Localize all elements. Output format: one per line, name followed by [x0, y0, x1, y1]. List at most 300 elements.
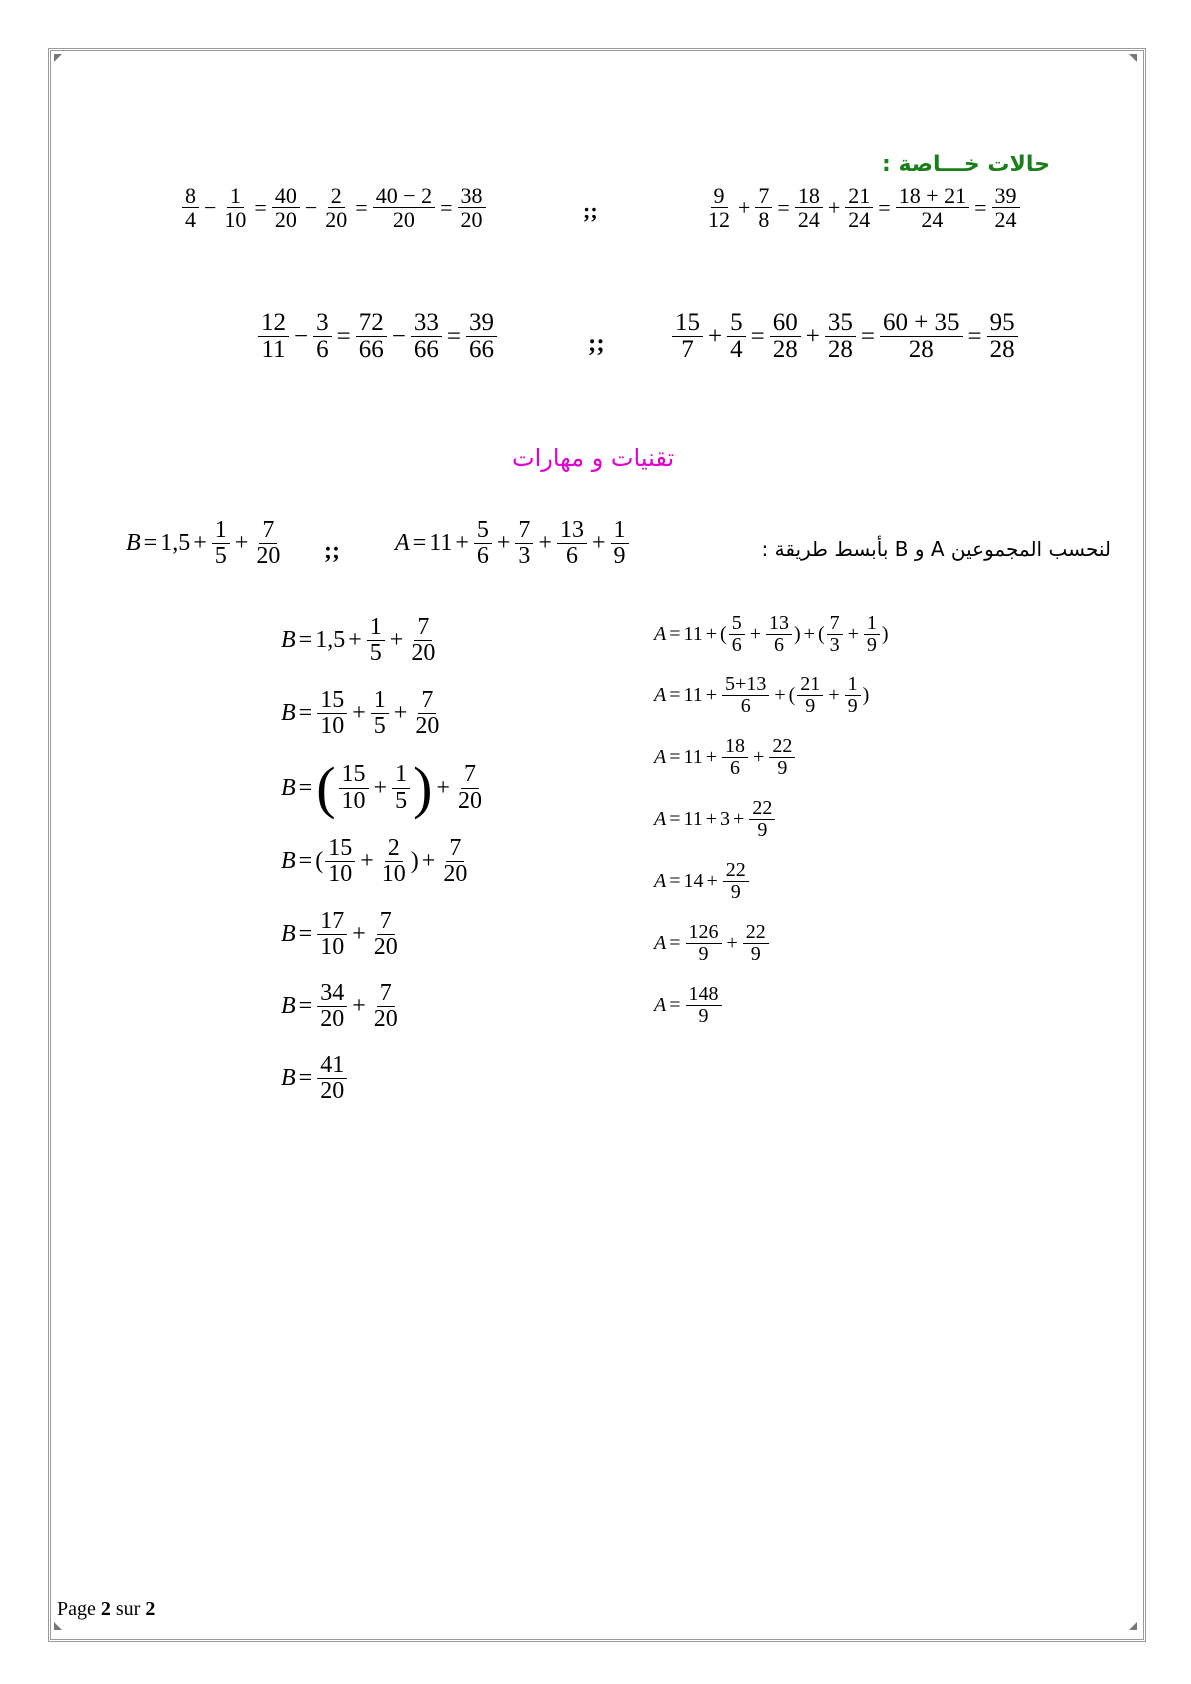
- denominator: 5: [373, 713, 386, 740]
- numerator: 60 + 35: [880, 310, 963, 337]
- denominator: 5: [395, 787, 408, 814]
- operator: +: [749, 623, 761, 645]
- operator: =: [298, 1065, 313, 1092]
- numerator: 18: [795, 184, 823, 208]
- numerator: 72: [356, 310, 387, 337]
- operator: +: [705, 684, 718, 706]
- denominator: 28: [827, 336, 853, 364]
- denominator: 20: [411, 640, 436, 667]
- operator: +: [193, 530, 207, 557]
- denominator: 4: [185, 207, 196, 233]
- denominator: 28: [989, 336, 1015, 364]
- fraction: [322, 184, 350, 231]
- denominator: 10: [224, 207, 247, 233]
- numerator: 12: [258, 310, 289, 337]
- fraction: [411, 310, 442, 364]
- numerator: 2: [328, 184, 345, 208]
- fraction: [253, 518, 283, 569]
- operator: =: [440, 194, 453, 220]
- denominator: 10: [381, 861, 406, 888]
- operator: +: [538, 530, 552, 557]
- fraction: [356, 310, 387, 364]
- numerator: 7: [827, 613, 843, 635]
- denominator: 20: [325, 207, 348, 233]
- denominator: 7: [681, 336, 694, 364]
- numerator: 17: [317, 909, 347, 935]
- numerator: 34: [317, 981, 347, 1007]
- operator: +: [352, 921, 366, 948]
- denominator: 9: [750, 943, 761, 965]
- fraction: [845, 184, 873, 231]
- operator: +: [828, 684, 840, 706]
- corner-ornament: [54, 1622, 62, 1630]
- fraction: [987, 310, 1018, 364]
- fraction: [455, 762, 485, 813]
- fraction: [686, 984, 722, 1027]
- equation-row: [281, 688, 444, 739]
- numerator: 15: [317, 688, 347, 714]
- numerator: 95: [987, 310, 1018, 337]
- page-footer: [57, 1598, 155, 1621]
- operator: =: [298, 848, 313, 875]
- fraction: [755, 184, 772, 231]
- big-parenthesis: ): [413, 755, 433, 820]
- operator: +: [774, 684, 786, 706]
- denominator: 6: [476, 543, 489, 570]
- variable: B: [281, 993, 296, 1020]
- fraction: [611, 518, 629, 569]
- numerator: 13: [766, 613, 792, 635]
- fraction: [723, 860, 749, 903]
- equation-row: [654, 984, 724, 1027]
- operator: =: [143, 530, 158, 557]
- variable: B: [281, 700, 296, 727]
- operator: =: [412, 530, 427, 557]
- operator: =: [298, 993, 313, 1020]
- denominator: 10: [320, 713, 345, 740]
- denominator: 10: [328, 861, 353, 888]
- term: 11: [683, 808, 703, 830]
- heading-techniques: تقنيات و مهارات: [512, 444, 675, 472]
- numerator: 7: [515, 518, 533, 544]
- operator: =: [878, 194, 891, 220]
- variable: B: [281, 774, 296, 801]
- denominator: 24: [848, 207, 871, 233]
- fraction: [317, 909, 347, 960]
- operator: +: [436, 774, 450, 801]
- operator: =: [669, 746, 681, 768]
- fraction: [766, 613, 792, 656]
- equation-row: [703, 184, 1022, 231]
- equation-row: [281, 755, 487, 820]
- operator: =: [669, 932, 681, 954]
- numerator: 13: [557, 518, 587, 544]
- fraction: [317, 981, 347, 1032]
- operator: =: [298, 774, 313, 801]
- operator: −: [204, 194, 217, 220]
- fraction: [412, 688, 442, 739]
- variable: A: [654, 808, 667, 830]
- numerator: 1: [227, 184, 244, 208]
- variable: A: [654, 994, 667, 1016]
- numerator: 40 − 2: [373, 184, 435, 208]
- variable: B: [281, 627, 296, 654]
- equation-row: [395, 518, 631, 569]
- fraction: [474, 518, 492, 569]
- fraction: [992, 184, 1020, 231]
- equation-row: [180, 184, 488, 231]
- operator: +: [753, 746, 765, 768]
- fraction: [371, 688, 389, 739]
- numerator: 38: [458, 184, 486, 208]
- operator: −: [391, 322, 406, 350]
- denominator: 9: [777, 757, 788, 779]
- operator: =: [298, 921, 313, 948]
- numerator: 1: [864, 613, 880, 635]
- separator: ;;: [588, 330, 605, 357]
- operator: +: [847, 623, 859, 645]
- heading-special-cases: حالات خـــاصة :: [882, 152, 1050, 177]
- denominator: 20: [415, 713, 440, 740]
- denominator: 66: [413, 336, 439, 364]
- numerator: 39: [466, 310, 497, 337]
- variable: A: [654, 870, 667, 892]
- fraction: [221, 184, 249, 231]
- operator: +: [708, 322, 723, 350]
- operator: +: [733, 808, 745, 830]
- numerator: 1: [611, 518, 629, 544]
- numerator: 22: [769, 736, 795, 758]
- numerator: 1: [212, 518, 230, 544]
- fraction: [325, 836, 355, 887]
- equation-row: [281, 615, 440, 666]
- operator: +: [352, 700, 366, 727]
- denominator: 3: [829, 634, 840, 656]
- numerator: 9: [711, 184, 728, 208]
- operator: =: [298, 700, 313, 727]
- operator: −: [304, 194, 318, 220]
- fraction: [317, 688, 347, 739]
- fraction: [313, 310, 332, 364]
- equation-row: [654, 860, 751, 903]
- denominator: 11: [261, 336, 286, 364]
- operator: =: [669, 623, 681, 645]
- denominator: 24: [797, 207, 820, 233]
- denominator: 9: [866, 634, 877, 656]
- numerator: 18 + 21: [896, 184, 969, 208]
- fraction: [371, 909, 401, 960]
- footer-prefix: Page: [57, 1598, 101, 1620]
- operator: =: [669, 994, 681, 1016]
- term: (: [817, 623, 825, 645]
- operator: +: [389, 627, 404, 654]
- equation-row: [281, 981, 403, 1032]
- denominator: 20: [274, 207, 297, 233]
- operator: +: [738, 194, 751, 220]
- fraction: [515, 518, 533, 569]
- denominator: 20: [320, 1078, 345, 1105]
- operator: +: [803, 623, 815, 645]
- operator: +: [455, 530, 469, 557]
- denominator: 20: [392, 207, 415, 233]
- fraction: [729, 613, 745, 656]
- denominator: 6: [316, 336, 329, 364]
- fraction: [458, 184, 486, 231]
- equation-row: [126, 518, 285, 569]
- denominator: 6: [740, 695, 751, 717]
- operator: +: [373, 774, 388, 801]
- operator: +: [705, 623, 718, 645]
- operator: +: [706, 870, 718, 892]
- numerator: 7: [414, 615, 432, 641]
- numerator: 15: [325, 836, 355, 862]
- separator: ;;: [583, 198, 598, 223]
- denominator: 20: [443, 861, 468, 888]
- variable: B: [281, 848, 296, 875]
- denominator: 10: [320, 934, 345, 961]
- numerator: 3: [313, 310, 332, 337]
- fraction: [339, 762, 369, 813]
- numerator: 15: [672, 310, 703, 337]
- denominator: 20: [373, 934, 398, 961]
- numerator: 1: [845, 674, 861, 696]
- operator: +: [705, 808, 718, 830]
- term: ): [410, 848, 419, 875]
- denominator: 9: [613, 543, 626, 570]
- denominator: 3: [518, 543, 531, 570]
- fraction: [797, 674, 823, 717]
- fraction: [722, 736, 748, 779]
- denominator: 5: [369, 640, 382, 667]
- fraction: [379, 836, 409, 887]
- operator: =: [669, 684, 681, 706]
- page-border: [48, 48, 1146, 1642]
- fraction: [557, 518, 587, 569]
- variable: A: [654, 684, 667, 706]
- term: 11: [683, 684, 703, 706]
- denominator: 20: [460, 207, 483, 233]
- footer-page-number: 2: [100, 1598, 111, 1620]
- equation-row: [654, 736, 797, 779]
- fraction: [392, 762, 410, 813]
- fraction: [722, 674, 769, 717]
- numerator: 21: [797, 674, 823, 696]
- denominator: 6: [774, 634, 784, 656]
- denominator: 20: [457, 787, 482, 814]
- numerator: 7: [418, 688, 436, 714]
- term: (: [720, 623, 727, 645]
- operator: +: [827, 194, 841, 220]
- fraction: [672, 310, 703, 364]
- operator: =: [974, 194, 987, 220]
- fraction: [466, 310, 497, 364]
- numerator: 7: [377, 981, 395, 1007]
- operator: =: [777, 194, 790, 220]
- variable: A: [395, 530, 410, 557]
- footer-page-total: 2: [145, 1598, 156, 1620]
- operator: +: [496, 530, 511, 557]
- numerator: 5: [727, 310, 746, 337]
- equation-row: [670, 310, 1020, 364]
- denominator: 66: [358, 336, 384, 364]
- operator: =: [336, 322, 351, 350]
- term: ): [881, 623, 889, 645]
- term: (: [788, 684, 796, 706]
- fraction: [770, 310, 801, 364]
- denominator: 9: [698, 943, 709, 965]
- operator: =: [669, 808, 681, 830]
- equation-row: [654, 613, 889, 656]
- corner-ornament: [54, 54, 62, 62]
- numerator: 22: [743, 922, 769, 944]
- numerator: 7: [755, 184, 772, 208]
- denominator: 20: [256, 543, 281, 570]
- fraction: [845, 674, 861, 717]
- denominator: 66: [468, 336, 494, 364]
- fraction: [440, 836, 470, 887]
- fraction: [371, 981, 401, 1032]
- numerator: 7: [259, 518, 277, 544]
- denominator: 6: [730, 757, 741, 779]
- operator: +: [348, 627, 362, 654]
- fraction: [827, 613, 843, 656]
- variable: B: [281, 921, 296, 948]
- variable: A: [654, 746, 667, 768]
- term: ): [862, 684, 870, 706]
- fraction: [212, 518, 230, 569]
- numerator: 18: [722, 736, 748, 758]
- fraction: [258, 310, 289, 364]
- denominator: 9: [847, 695, 858, 717]
- numerator: 2: [385, 836, 403, 862]
- numerator: 39: [992, 184, 1020, 208]
- operator: =: [254, 194, 267, 220]
- corner-ornament: [1129, 54, 1137, 62]
- fraction: [367, 615, 385, 666]
- equation-row: [281, 836, 472, 887]
- operator: +: [805, 322, 820, 350]
- denominator: 9: [730, 881, 741, 903]
- fraction: [743, 922, 769, 965]
- term: 11: [683, 746, 703, 768]
- operator: +: [726, 932, 738, 954]
- operator: +: [705, 746, 718, 768]
- numerator: 148: [686, 984, 722, 1006]
- variable: A: [654, 623, 667, 645]
- denominator: 24: [921, 207, 944, 233]
- operator: +: [352, 993, 366, 1020]
- fraction: [825, 310, 856, 364]
- operator: +: [591, 530, 606, 557]
- operator: =: [298, 627, 313, 654]
- numerator: 41: [317, 1053, 347, 1079]
- denominator: 28: [772, 336, 798, 364]
- operator: =: [669, 870, 681, 892]
- fraction: [373, 184, 435, 231]
- numerator: 7: [446, 836, 464, 862]
- denominator: 8: [758, 207, 770, 233]
- numerator: 21: [845, 184, 873, 208]
- numerator: 22: [749, 798, 775, 820]
- fraction: [705, 184, 733, 231]
- numerator: 7: [377, 909, 395, 935]
- denominator: 20: [373, 1006, 398, 1033]
- variable: A: [654, 932, 667, 954]
- numerator: 126: [686, 922, 722, 944]
- fraction: [317, 1053, 347, 1104]
- fraction: [686, 922, 722, 965]
- footer-middle: sur: [110, 1598, 146, 1620]
- numerator: 33: [411, 310, 442, 337]
- numerator: 7: [461, 762, 479, 788]
- operator: =: [967, 322, 982, 350]
- equation-row: [654, 922, 771, 965]
- numerator: 5: [474, 518, 492, 544]
- equation-row: [281, 909, 403, 960]
- operator: +: [360, 848, 374, 875]
- fraction: [182, 184, 199, 231]
- operator: +: [393, 700, 408, 727]
- fraction: [727, 310, 746, 364]
- term: 11: [683, 623, 703, 645]
- numerator: 15: [339, 762, 369, 788]
- operator: +: [234, 530, 249, 557]
- fraction: [864, 613, 880, 656]
- numerator: 8: [182, 184, 199, 208]
- numerator: 1: [367, 615, 385, 641]
- denominator: 6: [565, 543, 578, 570]
- term: 14: [683, 870, 704, 892]
- fraction: [408, 615, 438, 666]
- term: (: [315, 848, 324, 875]
- big-parenthesis: (: [316, 755, 336, 820]
- denominator: 12: [708, 207, 730, 233]
- term: 1,5: [315, 627, 346, 654]
- denominator: 6: [731, 634, 742, 656]
- denominator: 9: [757, 819, 768, 841]
- operator: =: [860, 322, 875, 350]
- numerator: 5+13: [722, 674, 769, 696]
- term: 3: [720, 808, 731, 830]
- separator: ;;: [324, 538, 340, 564]
- fraction: [795, 184, 823, 231]
- denominator: 28: [908, 336, 934, 364]
- denominator: 4: [730, 336, 743, 364]
- term: 11: [429, 530, 453, 557]
- numerator: 5: [729, 613, 745, 635]
- fraction: [272, 184, 300, 231]
- numerator: 60: [770, 310, 801, 337]
- denominator: 20: [320, 1006, 345, 1033]
- numerator: 1: [371, 688, 389, 714]
- operator: =: [446, 322, 461, 350]
- variable: B: [281, 1065, 296, 1092]
- denominator: 24: [994, 207, 1017, 233]
- task-statement: لنحسب المجموعين A و B بأبسط طريقة :: [761, 537, 1111, 561]
- numerator: 35: [825, 310, 856, 337]
- equation-row: [654, 798, 777, 841]
- denominator: 9: [698, 1005, 709, 1027]
- fraction: [896, 184, 969, 231]
- variable: B: [126, 530, 141, 557]
- equation-row: [256, 310, 499, 364]
- denominator: 9: [805, 695, 816, 717]
- fraction: [769, 736, 795, 779]
- operator: =: [750, 322, 765, 350]
- denominator: 5: [214, 543, 227, 570]
- fraction: [749, 798, 775, 841]
- equation-row: [281, 1053, 349, 1104]
